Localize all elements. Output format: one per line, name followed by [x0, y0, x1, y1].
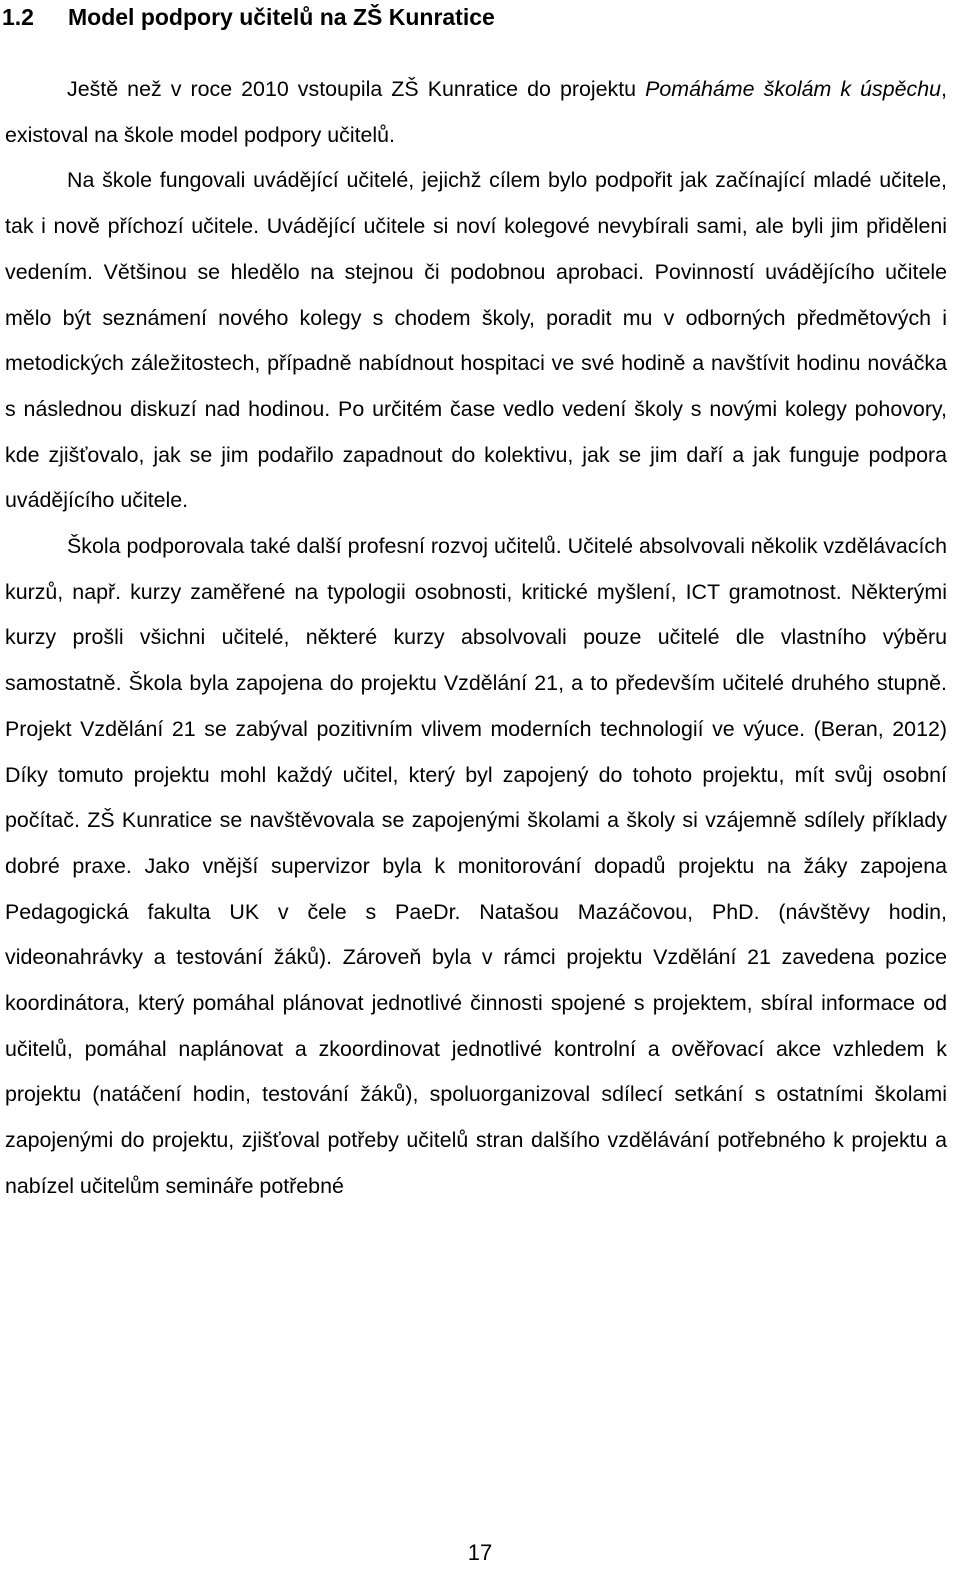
- section-number: 1.2: [2, 4, 34, 30]
- page-number: 17: [467, 1540, 493, 1565]
- paragraph-professional-development: Škola podporovala také další profesní rozvoj učitelů. Učitelé absolvovali několik vzdělávacích kurzů, např. kurzy zaměřené na typologii osobnosti, kritické myšlení, ICT gramotnost. Některými kurzy prošli všichni učitelé, některé kurzy absolvovali pouze učitelé dle vlastního výběru samostatně. Škola byla zapojena do projektu Vzdělání 21, a to především učitelé druhého stupně. Projekt Vzdělání 21 se zabýval pozitivním vlivem moderních technologií ve výuce. (Beran, 2012) Díky tomuto projektu mohl každý učitel, který byl zapojený do tohoto projektu, mít svůj osobní počítač. ZŠ Kunratice se navštěvovala se zapojenými školami a školy si vzájemně sdílely příklady dobré praxe. Jako vnější supervizor byla k monitorování dopadů projektu na žáky zapojena Pedagogická fakulta UK v čele s PaeDr. Natašou Mazáčovou, PhD. (návštěvy hodin, videonahrávky a testování žáků). Zároveň byla v rámci projektu Vzdělání 21 zavedena pozice koordinátora, který pomáhal plánovat jednotlivé činnosti spojené s projektem, sbíral informace od učitelů, pomáhal naplánovat a zkoordinovat jednotlivé kontrolní a ověřovací akce vzhledem k projektu (natáčení hodin, testování žáků), spoluorganizoval sdílecí setkání s ostatními školami zapojenými do projektu, zjišťoval potřeby učitelů stran dalšího vzdělávání potřebného k projektu a nabízel učitelům semináře potřebné: [5, 534, 947, 1198]
- project-name-italic: Pomáháme školám k úspěchu: [645, 77, 942, 101]
- section-heading: [2, 2, 495, 32]
- paragraph-intro: [5, 67, 947, 158]
- paragraph-intro-text-end: , existoval na škole model podpory učitelů.: [5, 77, 947, 147]
- paragraph-intro-text-start: Ještě než v roce 2010 vstoupila ZŠ Kunratice do projektu: [67, 77, 646, 101]
- paragraph-mentoring: Na škole fungovali uvádějící učitelé, jejichž cílem bylo podpořit jak začínající mladé učitele, tak i nově příchozí učitele. Uvádějící učitele si noví kolegové nevybírali sami, ale byli jim přiděleni vedením. Většinou se hledělo na stejnou či podobnou aprobaci. Povinností uvádějícího učitele mělo být seznámení nového kolegy s chodem školy, poradit mu v odborných předmětových i metodických záležitostech, případně nabídnout hospitaci ve své hodině a navštívit hodinu nováčka s následnou diskuzí nad hodinou. Po určitém čase vedlo vedení školy s novými kolegy pohovory, kde zjišťovalo, jak se jim podařilo zapadnout do kolektivu, jak se jim daří a jak funguje podpora uvádějícího učitele.: [5, 168, 947, 513]
- section-title: Model podpory učitelů na ZŠ Kunratice: [68, 4, 495, 30]
- body-text: [5, 67, 947, 1210]
